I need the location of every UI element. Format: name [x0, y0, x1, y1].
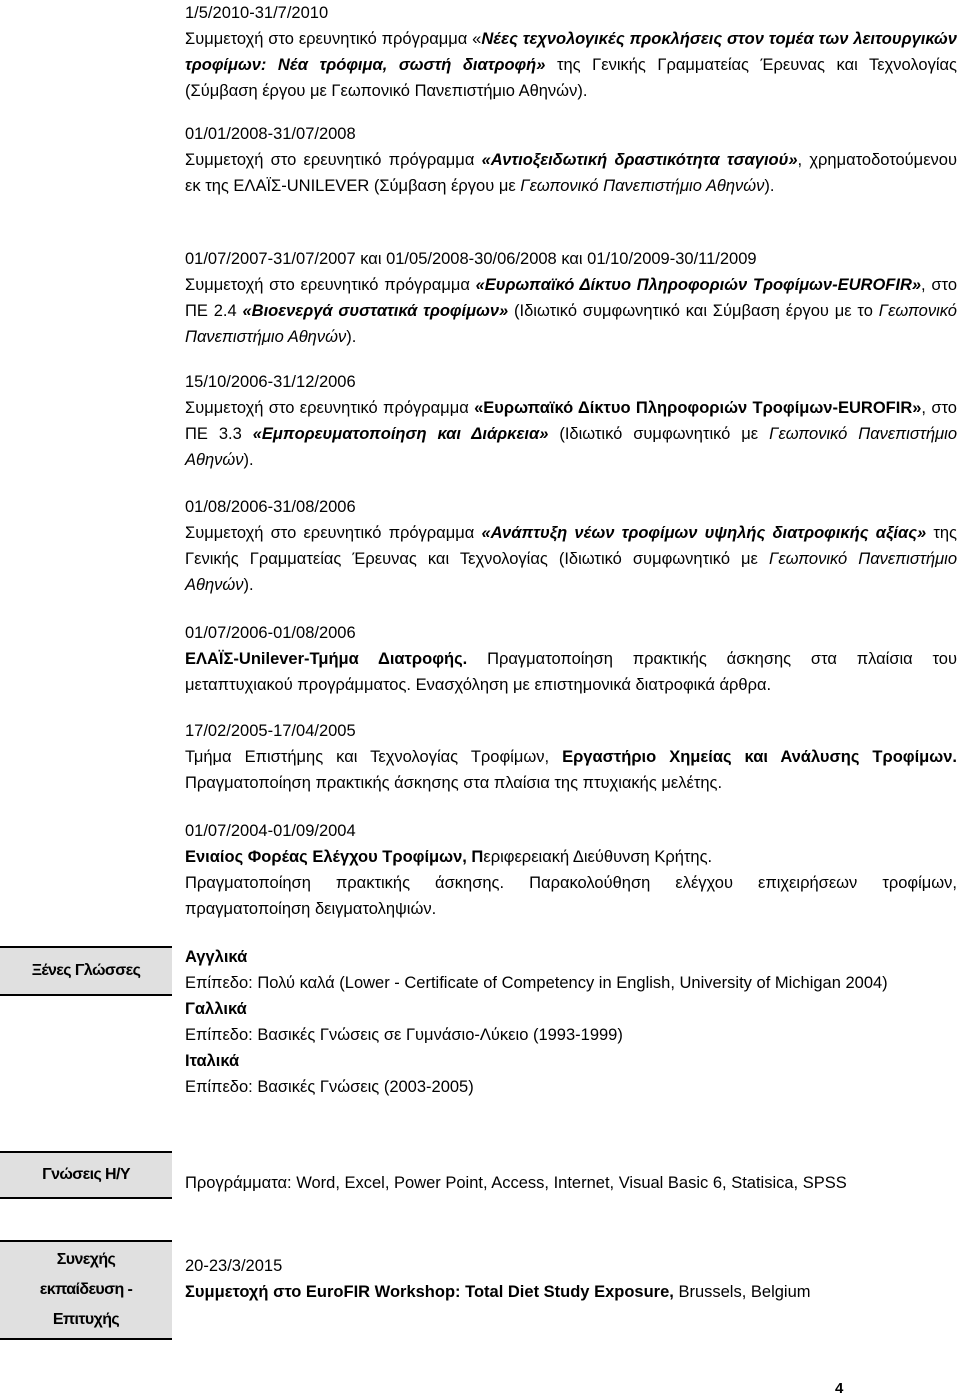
language-name: Αγγλικά	[185, 948, 248, 966]
languages-heading-label: Ξένες Γλώσσες	[31, 962, 141, 979]
experience-entry	[185, 369, 957, 473]
entry-text-segment: , χρηματοδοτούμενου εκ της ΕΛΑΪΣ-UNILEVER (Σύμβαση έργου με	[185, 151, 957, 195]
entry-description	[185, 744, 957, 796]
entry-text-segment: εριφερειακή Διεύθυνση Κρήτης.	[483, 848, 713, 866]
entry-text-segment: (Ιδιωτικό συμφωνητικό με	[548, 425, 770, 443]
language-name: Ιταλικά	[185, 1052, 240, 1070]
entry-date: 01/07/2006-01/08/2006	[185, 624, 356, 642]
entry-text-segment: Πραγματοποίηση πρακτικής άσκησης. Παρακολούθηση ελέγχου επιχειρήσεων τροφίμων, πραγματοποίηση δειγματοληψιών.	[185, 874, 957, 918]
experience-entry	[185, 718, 957, 796]
entry-text-segment: Εργαστήριο Χημείας και Ανάλυσης Τροφίμων.	[562, 748, 957, 766]
computer-skills-text: Προγράμματα: Word, Excel, Power Point, Access, Internet, Visual Basic 6, Statisica, SPSS	[185, 1174, 847, 1192]
entry-date: 01/07/2007-31/07/2007 και 01/05/2008-30/06/2008 και 01/10/2009-30/11/2009	[185, 250, 757, 268]
edu-description	[185, 1279, 957, 1305]
edu-date: 20-23/3/2015	[185, 1257, 283, 1275]
edu-title: Συμμετοχή στο EuroFIR Workshop: Total Diet Study Exposure,	[185, 1283, 674, 1301]
entry-text-segment: της Γενικής Γραμματείας Έρευνας και Τεχνολογίας (Ιδιωτικό συμφωνητικό με	[185, 524, 957, 568]
continuing-education-heading	[0, 1240, 172, 1340]
entry-text-segment: ).	[764, 177, 775, 195]
entry-text-segment: ΕΛΑΪΣ-Unilever-Τμήμα Διατροφής.	[185, 650, 468, 668]
entry-text-segment: ).	[346, 328, 357, 346]
experience-entry	[185, 246, 957, 350]
entry-description	[185, 395, 957, 473]
entry-text-segment: «Αντιοξειδωτική δραστικότητα τσαγιού»	[481, 151, 798, 169]
experience-entry	[185, 121, 957, 199]
entry-text-segment: «Εμπορευματοποίηση και Διάρκεια»	[252, 425, 549, 443]
entry-date: 01/08/2006-31/08/2006	[185, 498, 356, 516]
entry-text-segment: Πραγματοποίηση πρακτικής άσκησης στα πλαίσια της πτυχιακής μελέτης.	[185, 774, 723, 792]
entry-text-segment: «Βιοενεργά συστατικά τροφίμων»	[242, 302, 509, 320]
entry-text-segment: , στο ΠΕ 2.4	[185, 276, 957, 320]
entry-text-segment: «Ευρωπαϊκό Δίκτυο Πληροφοριών Τροφίμων-EUROFIR»	[474, 399, 922, 417]
entry-text-segment: «Ανάπτυξη νέων τροφίμων υψηλής διατροφικής αξίας»	[481, 524, 927, 542]
entry-text-segment: «Ευρωπαϊκό Δίκτυο Πληροφοριών Τροφίμων-EUROFIR»	[475, 276, 922, 294]
entry-text-segment: Συμμετοχή στο ερευνητικό πρόγραμμα	[185, 399, 475, 417]
continuing-education-section	[185, 1253, 957, 1305]
entry-text-segment: Τμήμα Επιστήμης και Τεχνολογίας Τροφίμων,	[185, 748, 563, 766]
entry-date: 01/01/2008-31/07/2008	[185, 125, 356, 143]
experience-entry	[185, 818, 957, 922]
entry-date: 1/5/2010-31/7/2010	[185, 4, 329, 22]
entry-description	[185, 147, 957, 199]
experience-entry	[185, 620, 957, 698]
entry-description	[185, 844, 957, 922]
languages-heading	[0, 946, 172, 996]
page-number: 4	[835, 1380, 844, 1397]
language-name: Γαλλικά	[185, 1000, 247, 1018]
entry-text-segment: Γεωπονικό Πανεπιστήμιο Αθηνών	[185, 302, 957, 346]
entry-text-segment: Γεωπονικό Πανεπιστήμιο Αθηνών	[185, 425, 958, 469]
edu-heading-line3: Επιτυχής	[52, 1311, 120, 1328]
entry-description	[185, 26, 957, 104]
entry-text-segment: Ενιαίος Φορέας Ελέγχου Τροφίμων, Π	[185, 848, 484, 866]
entry-text-segment: Πραγματοποίηση πρακτικής άσκησης στα πλαίσια του μεταπτυχιακού προγράμματος. Ενασχόληση με επιστημονικά διατροφικά άρθρα.	[185, 650, 958, 694]
entry-description	[185, 272, 957, 350]
entry-text-segment: Γεωπονικό Πανεπιστήμιο Αθηνών	[185, 550, 958, 594]
entry-text-segment: , στο ΠΕ 3.3	[185, 399, 957, 443]
entry-text-segment: Γεωπονικό Πανεπιστήμιο Αθηνών	[520, 177, 765, 195]
entry-text-segment: ).	[243, 576, 254, 594]
entry-text-segment: Νέες τεχνολογικές προκλήσεις στον τομέα των λειτουργικών τροφίμων: Νέα τρόφιμα, σωστή διατροφή»	[185, 30, 957, 74]
computer-skills-heading-label: Γνώσεις Η/Υ	[42, 1166, 130, 1183]
edu-heading-line1: Συνεχής	[56, 1251, 116, 1268]
language-level: Επίπεδο: Βασικές Γνώσεις σε Γυμνάσιο-Λύκειο (1993-1999)	[185, 1026, 623, 1044]
entry-description	[185, 520, 957, 598]
entry-text-segment: Συμμετοχή στο ερευνητικό πρόγραμμα	[185, 151, 482, 169]
edu-heading-line2: εκπαίδευση -	[39, 1281, 133, 1298]
entry-text-segment: Συμμετοχή στο ερευνητικό πρόγραμμα «	[185, 30, 482, 48]
entry-date: 17/02/2005-17/04/2005	[185, 722, 356, 740]
computer-skills-heading	[0, 1151, 172, 1199]
experience-entry	[185, 0, 957, 104]
experience-entry	[185, 494, 957, 598]
computer-skills-section	[185, 1170, 957, 1196]
language-level: Επίπεδο: Βασικές Γνώσεις (2003-2005)	[185, 1078, 474, 1096]
entry-text-segment: (Ιδιωτικό συμφωνητικό και Σύμβαση έργου με το	[508, 302, 879, 320]
entry-date: 15/10/2006-31/12/2006	[185, 373, 356, 391]
entry-text-segment: Συμμετοχή στο ερευνητικό πρόγραμμα	[185, 524, 482, 542]
edu-location: Brussels, Belgium	[673, 1283, 811, 1301]
entry-text-segment: Συμμετοχή στο ερευνητικό πρόγραμμα	[185, 276, 476, 294]
entry-description	[185, 646, 957, 698]
language-level: Επίπεδο: Πολύ καλά (Lower - Certificate of Competency in English, University of Michigan 2004)	[185, 974, 888, 992]
languages-section	[185, 944, 957, 1100]
entry-text-segment: της Γενικής Γραμματείας Έρευνας και Τεχνολογίας (Σύμβαση έργου με Γεωπονικό Πανεπιστήμιο Αθηνών).	[185, 56, 957, 100]
entry-text-segment: ).	[243, 451, 254, 469]
entry-date: 01/07/2004-01/09/2004	[185, 822, 356, 840]
